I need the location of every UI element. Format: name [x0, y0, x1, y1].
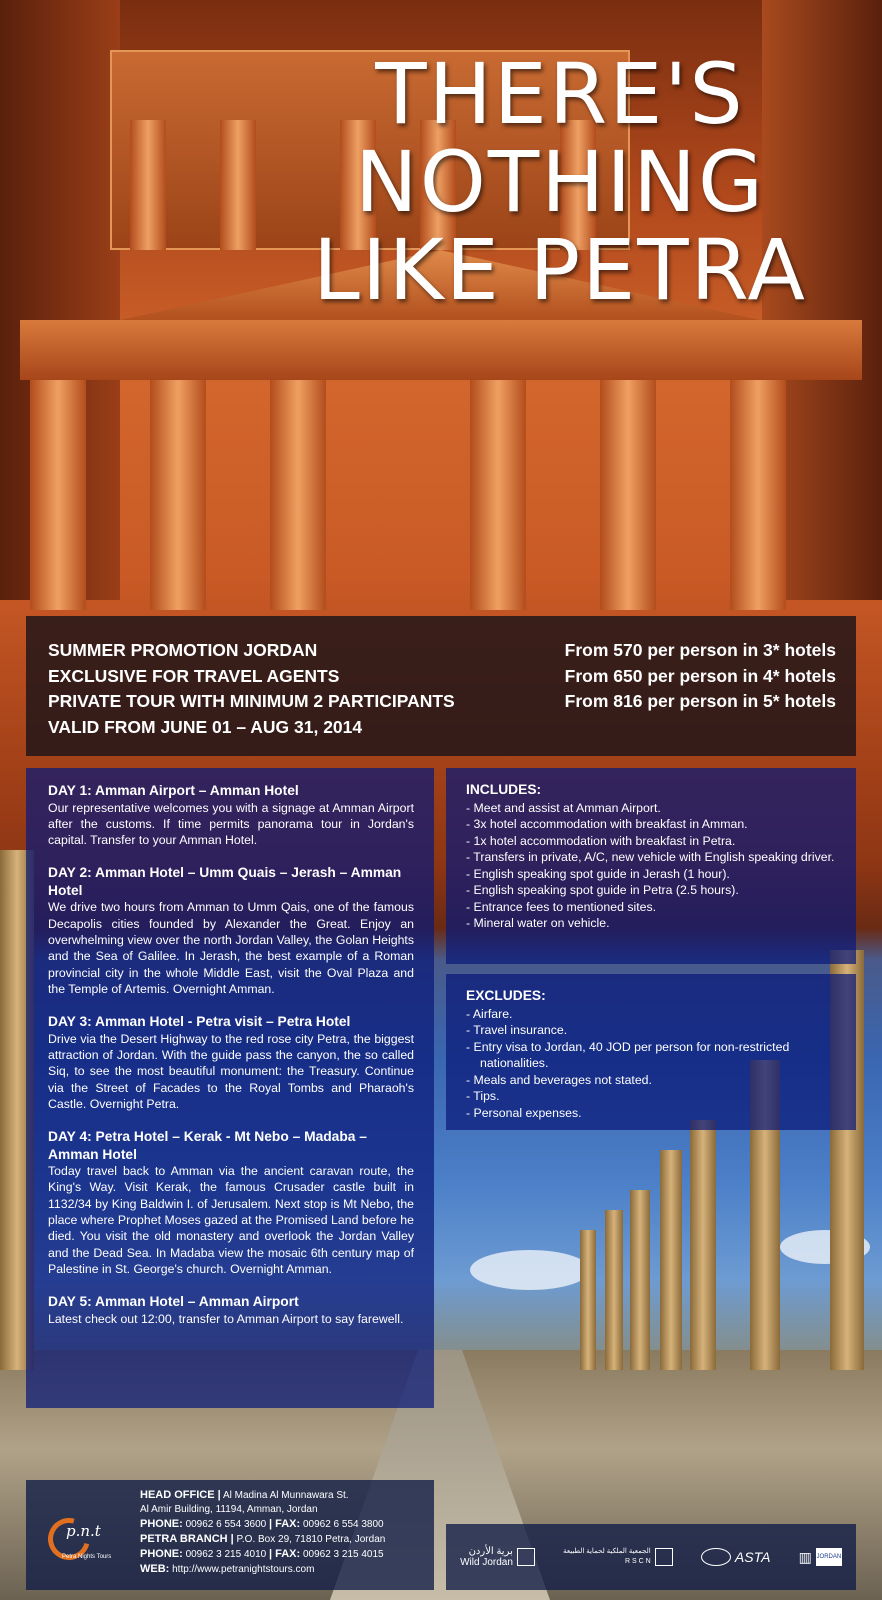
jordan-tourism-logo — [799, 1548, 842, 1566]
day-description: Today travel back to Amman via the ancient caravan route, the King's Way. Visit Kerak, the famous Crusader castle built in 1132/34 by King Baldwin I. of Jerusalem. Next stop is Mt Nebo, the place where Prophet Moses gazed at the Promised Land before he died. You visit the old monastery and overlook the Jordan Valley and the Dead Sea. In Madaba view the mosaic 6th century map of Palestine in St. George's church. Overnight Amman. — [48, 1164, 414, 1276]
itinerary-day — [48, 1013, 414, 1112]
treasury-column — [270, 380, 326, 610]
list-item: - Meals and beverages not stated. — [466, 1072, 836, 1089]
phone-number[interactable]: 00962 3 215 4010 — [185, 1549, 267, 1560]
list-item: - Personal expenses. — [466, 1105, 836, 1122]
web-label: WEB: — [140, 1563, 170, 1575]
roman-column — [660, 1150, 682, 1370]
promotion-details — [48, 638, 455, 740]
day-title: DAY 4: Petra Hotel – Kerak - Mt Nebo – Madaba – Amman Hotel — [48, 1129, 367, 1162]
includes-heading: INCLUDES: — [466, 782, 542, 797]
list-item: - Transfers in private, A/C, new vehicle with English speaking driver. — [466, 849, 836, 866]
itinerary-day — [48, 864, 414, 997]
contact-footer — [26, 1480, 434, 1590]
globe-icon — [701, 1548, 731, 1566]
excludes-heading: EXCLUDES: — [466, 988, 546, 1003]
head-office-address-2: Al Amir Building, 11194, Amman, Jordan — [140, 1504, 318, 1515]
list-item: - Mineral water on vehicle. — [466, 915, 836, 932]
itinerary-day — [48, 1293, 414, 1327]
wild-jordan-text — [460, 1546, 513, 1568]
petra-branch-line — [140, 1532, 424, 1547]
itinerary-panel — [26, 768, 434, 1408]
itinerary-day — [48, 1128, 414, 1277]
treasury-column — [30, 380, 86, 610]
promo-line: PRIVATE TOUR WITH MINIMUM 2 PARTICIPANTS — [48, 691, 455, 711]
roman-column — [580, 1230, 596, 1370]
list-item: - Entrance fees to mentioned sites. — [466, 899, 836, 916]
promotion-banner — [26, 616, 856, 756]
ibex-icon — [655, 1548, 673, 1566]
price-line: From 650 per person in 4* hotels — [564, 665, 836, 686]
roman-column — [690, 1120, 716, 1370]
itinerary-day — [48, 782, 414, 848]
hand-icon — [517, 1548, 535, 1566]
list-item: - English speaking spot guide in Petra (2.5 hours). — [466, 882, 836, 899]
wild-jordan-arabic: برية الأردن — [468, 1546, 513, 1557]
fax-number: 00962 6 554 3800 — [302, 1519, 384, 1530]
jordan-label: JORDAN — [816, 1548, 842, 1566]
head-office-address: Al Madina Al Munnawara St. — [222, 1490, 349, 1501]
rscn-arabic: الجمعية الملكية لحماية الطبيعة — [563, 1548, 651, 1555]
list-item: - English speaking spot guide in Jerash (1 hour). — [466, 866, 836, 883]
website-link[interactable]: http://www.petranightstours.com — [172, 1564, 315, 1575]
price-line: From 570 per person in 3* hotels — [564, 640, 836, 660]
list-item: - Tips. — [466, 1088, 836, 1105]
list-item: - Travel insurance. — [466, 1022, 836, 1039]
fax-number: 00962 3 215 4015 — [302, 1549, 384, 1560]
phone-number[interactable]: 00962 6 554 3600 — [185, 1519, 267, 1530]
list-item: - Entry visa to Jordan, 40 JOD per person for non-restricted nationalities. — [466, 1039, 836, 1072]
day-description: Our representative welcomes you with a signage at Amman Airport after the customs. If time permits panorama tour in Jordan's capital. Transfer to your Amman Hotel. — [48, 800, 414, 848]
promo-line: EXCLUSIVE FOR TRAVEL AGENTS — [48, 665, 340, 686]
roman-column — [630, 1190, 650, 1370]
logo-subtitle: Petra Nights Tours — [62, 1554, 112, 1560]
fax-label: | FAX: — [268, 1518, 301, 1530]
list-item: - Airfare. — [466, 1006, 836, 1023]
rscn-label: R S C N — [625, 1558, 651, 1565]
partner-logos — [446, 1524, 856, 1590]
fax-label: | FAX: — [268, 1548, 301, 1560]
list-item: - 3x hotel accommodation with breakfast in Amman. — [466, 816, 836, 833]
company-logo — [48, 1518, 118, 1564]
day-title: DAY 5: Amman Hotel – Amman Airport — [48, 1294, 299, 1310]
roman-column — [605, 1210, 623, 1370]
phone-label: PHONE: — [140, 1518, 183, 1530]
excludes-list — [466, 1006, 836, 1122]
price-line: From 816 per person in 5* hotels — [564, 691, 836, 711]
day-title: DAY 2: Amman Hotel – Umm Quais – Jerash – Amman Hotel — [48, 865, 402, 898]
web-line — [140, 1562, 424, 1577]
day-title: DAY 3: Amman Hotel - Petra visit – Petra Hotel — [48, 1014, 351, 1030]
cloud — [470, 1250, 590, 1290]
treasury-entablature — [20, 320, 862, 380]
day-description: Latest check out 12:00, transfer to Amman Airport to say farewell. — [48, 1311, 404, 1326]
treasury-column — [730, 380, 786, 610]
petra-branch-label: PETRA BRANCH | — [140, 1533, 234, 1545]
headline-line-1: THERE'S NOTHING — [354, 45, 766, 231]
promo-line: SUMMER PROMOTION JORDAN — [48, 640, 318, 660]
headline — [270, 45, 850, 319]
asta-label: ASTA — [734, 1549, 771, 1565]
logo-text: p.n.t — [66, 1522, 101, 1540]
treasury-column — [150, 380, 206, 610]
promo-line: VALID FROM JUNE 01 – AUG 31, 2014 — [48, 716, 363, 737]
headline-line-2: LIKE PETRA — [313, 221, 807, 319]
petra-branch-address: P.O. Box 29, 71810 Petra, Jordan — [236, 1534, 386, 1545]
wild-jordan-label: Wild Jordan — [460, 1557, 513, 1568]
petra-phone-line — [140, 1547, 424, 1562]
upper-column — [220, 120, 256, 250]
head-office-label: HEAD OFFICE | — [140, 1489, 221, 1501]
excludes-panel — [446, 974, 856, 1130]
phone-label: PHONE: — [140, 1548, 183, 1560]
list-item: - 1x hotel accommodation with breakfast in Petra. — [466, 833, 836, 850]
asta-logo — [701, 1548, 771, 1566]
upper-column — [130, 120, 166, 250]
day-description: We drive two hours from Amman to Umm Qais, one of the famous Decapolis cities founded by Alexander the Great. Enjoy an overwhelming view over the north Jordan Valley, the Golan Heights and the Sea of Galilee. In Jerash, the best example of a Roman provincial city in the whole Middle East, visit the Oval Plaza and the Temple of Artemis. Overnight Amman. — [48, 900, 414, 996]
wild-jordan-logo — [460, 1546, 535, 1568]
rscn-text — [563, 1547, 651, 1567]
day-description: Drive via the Desert Highway to the red rose city Petra, the biggest attraction of Jordan. With the guide pass the canyon, the so called Siq, to see the most beautiful monument: the Treasury. Continue via the Street of Facades to the Royal Tombs and Pharaoh's Castle. Overnight Petra. — [48, 1031, 414, 1111]
price-list — [565, 638, 836, 715]
includes-list — [466, 800, 836, 932]
day-title: DAY 1: Amman Airport – Amman Hotel — [48, 783, 299, 798]
list-item: - Meet and assist at Amman Airport. — [466, 800, 836, 817]
head-office-line — [140, 1488, 424, 1503]
jordan-arabic-icon: ▥ — [798, 1548, 812, 1565]
includes-panel — [446, 768, 856, 964]
treasury-column — [470, 380, 526, 610]
treasury-column — [600, 380, 656, 610]
rscn-logo — [563, 1547, 673, 1567]
head-office-phone-line — [140, 1517, 424, 1532]
